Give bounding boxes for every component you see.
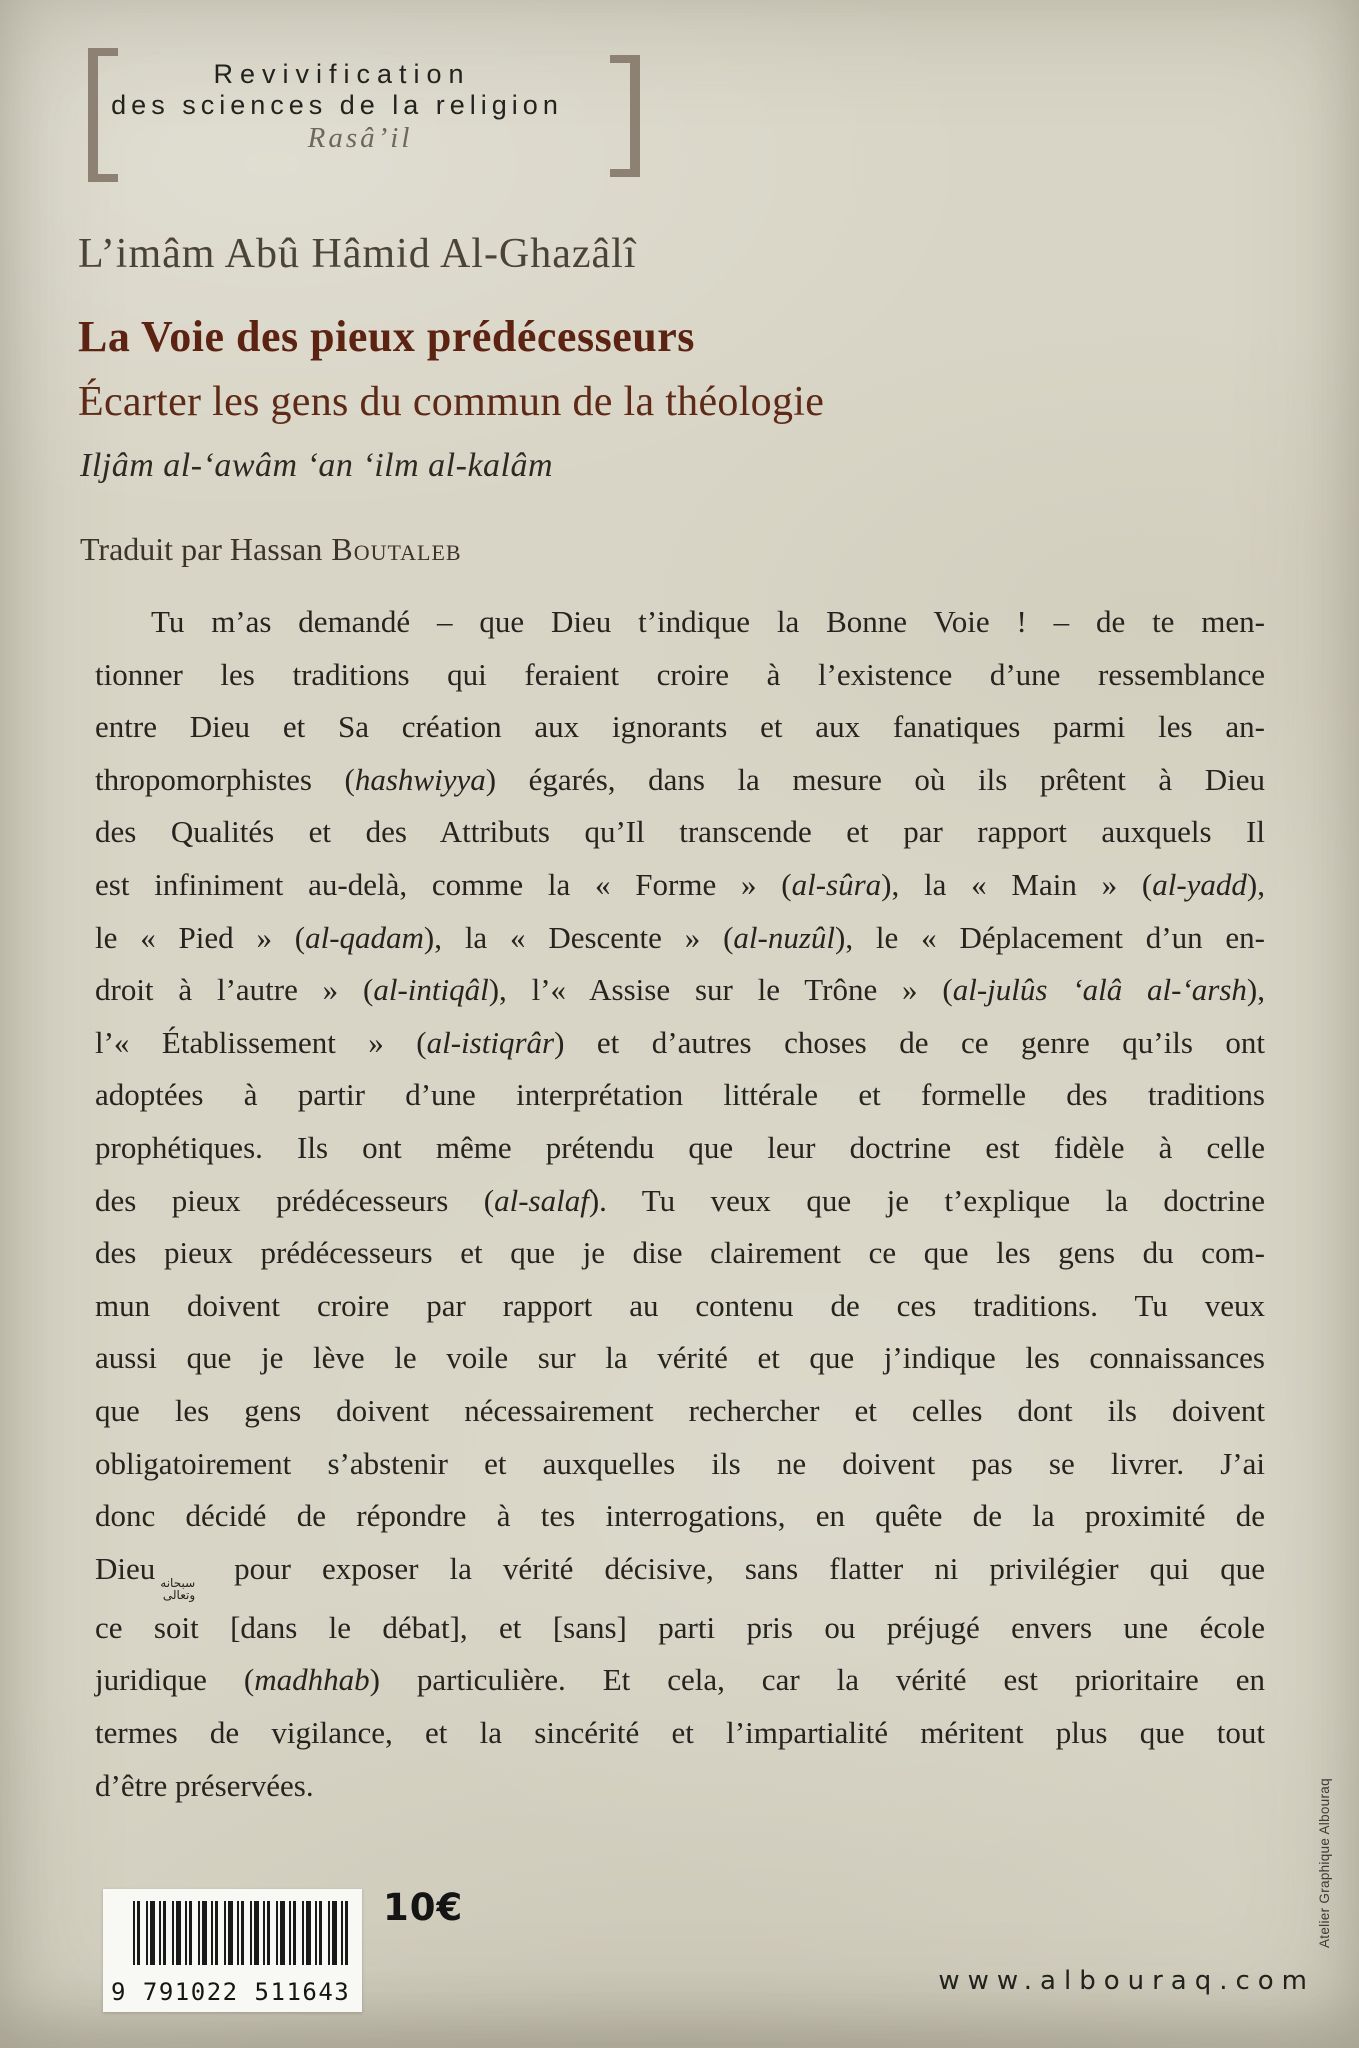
publisher-website: www.albouraq.com — [938, 1966, 1315, 1996]
series-title-line1: Revivification — [213, 59, 471, 89]
design-credit-vertical: Atelier Graphique Albouraq — [1317, 1778, 1332, 1948]
body-line: des pieux prédécesseurs (al-salaf). Tu veux que je t’explique la doctrine — [95, 1182, 1265, 1218]
translator-credit — [80, 530, 462, 568]
translator-surname: Boutaleb — [331, 531, 462, 567]
body-line: entre Dieu et Sa création aux ignorants et aux fanatiques parmi les an- — [95, 709, 1265, 745]
body-line: aussi que je lève le voile sur la vérité et que j’indique les connaissances — [95, 1340, 1265, 1376]
barcode-digits: 9 791022 511643 — [111, 1978, 351, 2006]
body-line: donc décidé de répondre à tes interrogations, en quête de la proximité de — [95, 1498, 1265, 1534]
barcode-icon — [133, 1901, 350, 1965]
body-line: d’être préservées. — [95, 1767, 314, 1803]
body-line: le « Pied » (al-qadam), la « Descente » (al-nuzûl), le « Déplacement d’un en- — [95, 919, 1266, 955]
body-line: Tu m’as demandé – que Dieu t’indique la Bonne Voie ! – de te men- — [151, 604, 1265, 639]
body-line: adoptées à partir d’une interprétation littérale et formelle des traditions — [95, 1077, 1265, 1113]
translator-prefix: Traduit par Hassan — [80, 531, 323, 567]
original-arabic-title-transliteration: Iljâm al-‘awâm ‘an ‘ilm al-kalâm — [80, 447, 554, 484]
series-title-line2: des sciences de la religion — [111, 90, 563, 120]
price-tag: 10€ — [383, 1886, 464, 1929]
back-cover-excerpt — [95, 596, 1265, 1812]
book-title: La Voie des pieux prédécesseurs — [78, 312, 695, 361]
body-line: obligatoirement s’abstenir et auxquelles ils ne doivent pas se livrer. J’ai — [95, 1445, 1265, 1481]
series-banner — [88, 46, 640, 154]
body-line: droit à l’autre » (al-intiqâl), l’« Assise sur le Trône » (al-julûs ‘alâ al-‘arsh), — [95, 972, 1265, 1008]
body-line: que les gens doivent nécessairement rechercher et celles dont ils doivent — [95, 1392, 1265, 1428]
body-line: termes de vigilance, et la sincérité et l’impartialité méritent plus que tout — [95, 1715, 1265, 1751]
body-line: tionner les traditions qui feraient croire à l’existence d’une ressemblance — [95, 656, 1265, 692]
body-line: des Qualités et des Attributs qu’Il transcende et par rapport auxquels Il — [95, 814, 1265, 850]
body-line: est infiniment au-delà, comme la « Forme » (al-sûra), la « Main » (al-yadd), — [95, 866, 1265, 902]
body-line: mun doivent croire par rapport au contenu de ces traditions. Tu veux — [95, 1287, 1265, 1323]
body-line: prophétiques. Ils ont même prétendu que leur doctrine est fidèle à celle — [95, 1129, 1265, 1165]
author-name: L’imâm Abû Hâmid Al-Ghazâlî — [78, 231, 637, 277]
body-line: des pieux prédécesseurs et que je dise clairement ce que les gens du com- — [95, 1235, 1265, 1271]
body-line: thropomorphistes (hashwiyya) égarés, dans la mesure où ils prêtent à Dieu — [95, 761, 1265, 797]
allah-honorific-mark: سبحانه وتعالى — [160, 1575, 196, 1603]
body-line: Dieu سبحانه وتعالى pour exposer la vérité décisive, sans flatter ni privilégier qui que — [95, 1550, 1265, 1603]
series-subtitle-arabic: Rasâ’il — [307, 122, 413, 154]
body-line: juridique (madhhab) particulière. Et cela, car la vérité est prioritaire en — [95, 1662, 1265, 1698]
body-line: l’« Établissement » (al-istiqrâr) et d’autres choses de ce genre qu’ils ont — [95, 1024, 1265, 1060]
body-line: ce soit [dans le débat], et [sans] parti pris ou préjugé envers une école — [95, 1609, 1265, 1645]
book-subtitle: Écarter les gens du commun de la théologie — [78, 379, 825, 425]
barcode-label — [103, 1889, 362, 2012]
